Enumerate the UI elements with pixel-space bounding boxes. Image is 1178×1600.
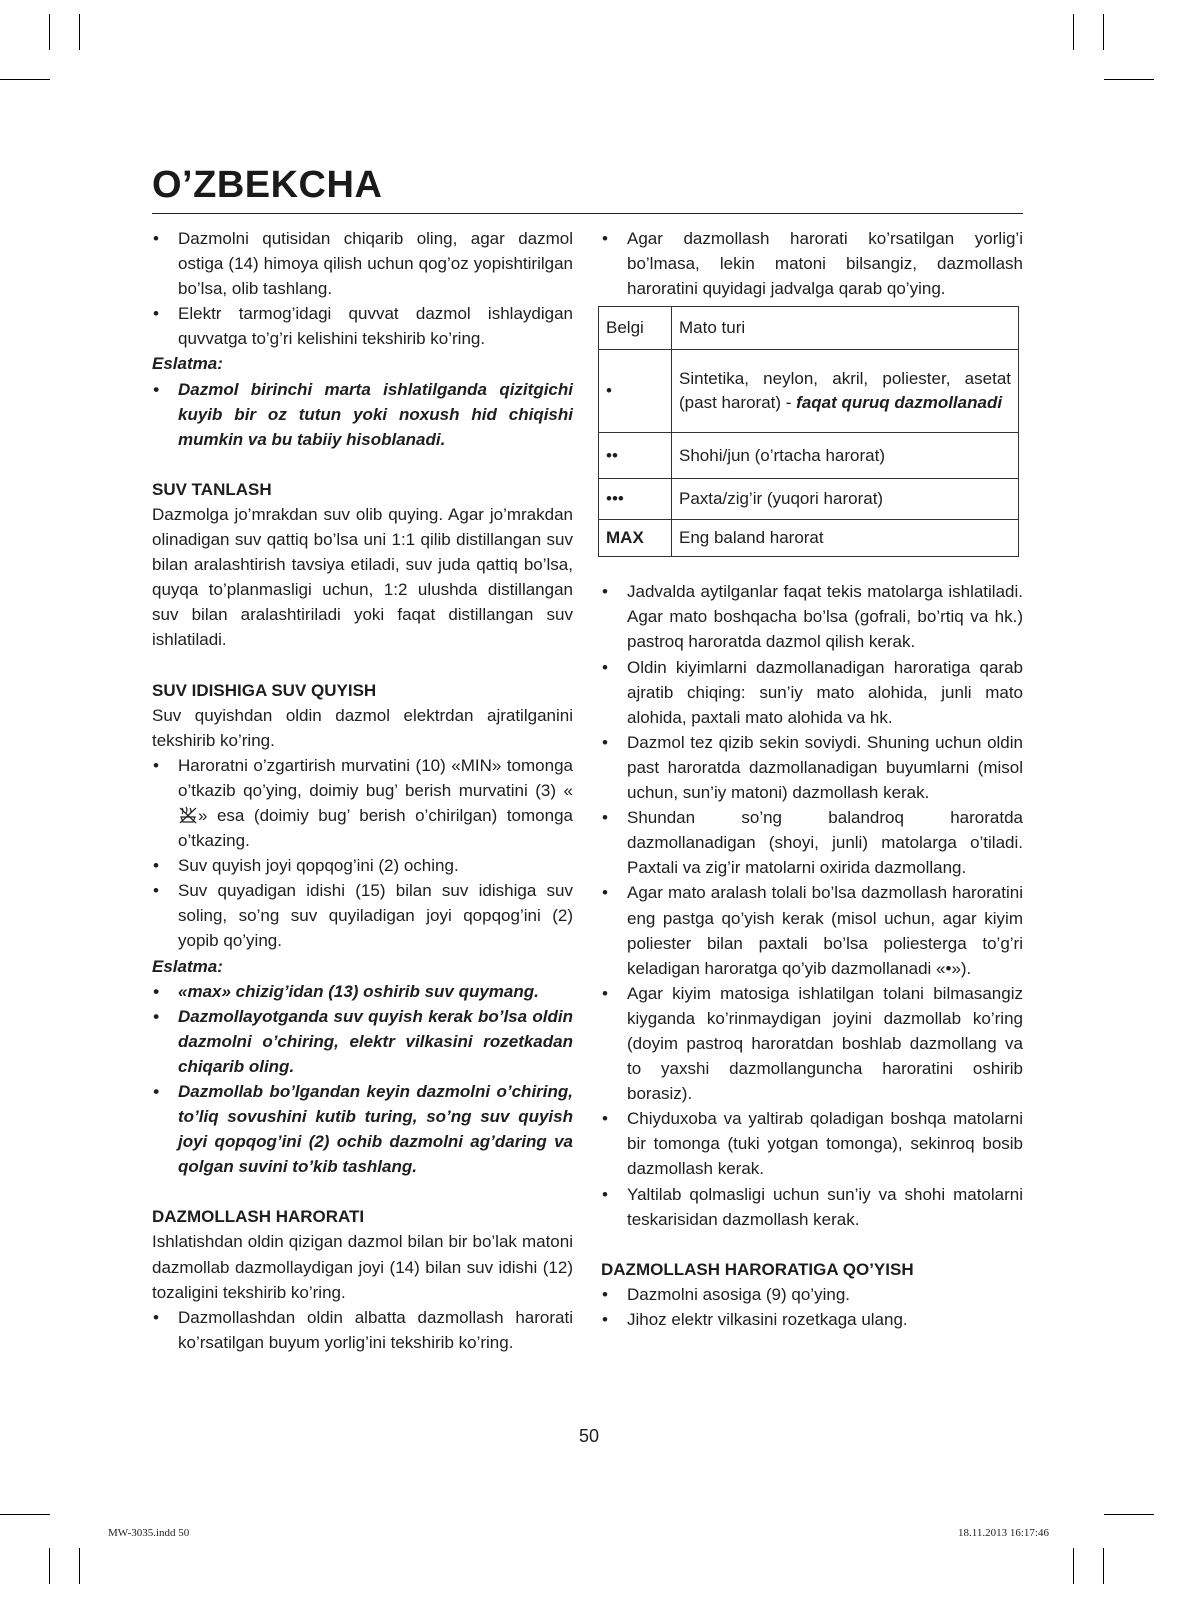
list-item: • Jadvalda aytilganlar faqat tekis matolarga ishlatiladi. Agar mato boshqacha bo’lsa (gofrali, bo’rtiq va hk.) pastroq haroratda dazmol qilish kerak. — [601, 579, 1023, 654]
section-heading: SUV TANLASH — [152, 479, 272, 499]
left-column — [152, 226, 573, 1355]
description-cell — [672, 350, 1019, 433]
symbol-cell: MAX — [599, 520, 672, 557]
note-list — [152, 377, 573, 452]
list-item: • Chiyduxoba va yaltirab qoladigan boshqa matolarni bir tomonga (tuki yotgan tomonga), sekinroq bosib dazmollash kerak. — [601, 1106, 1023, 1181]
list-item: • Dazmol birinchi marta ishlatilganda qizitgichi kuyib bir oz tutun yoki noxush hid chiqishi mumkin va bu tabiiy hisoblanadi. — [152, 377, 573, 452]
description-cell: Eng baland harorat — [672, 520, 1019, 557]
section-heading: DAZMOLLASH HARORATIGA QO’YISH — [601, 1259, 914, 1279]
temperature-list — [152, 1305, 573, 1355]
table-row — [599, 433, 1019, 479]
note-label: Eslatma: — [152, 956, 223, 976]
steam-off-icon — [178, 806, 198, 824]
crop-mark — [0, 1514, 50, 1515]
list-item: • Yaltilab qolmasligi uchun sun’iy va shohi matolarni teskarisidan dazmollash kerak. — [601, 1182, 1023, 1232]
page-title: O’ZBEKCHA — [152, 164, 383, 206]
note-label: Eslatma: — [152, 354, 223, 374]
crop-mark — [79, 14, 80, 50]
symbol-cell: •• — [599, 433, 672, 479]
list-item: • Dazmollashdan oldin albatta dazmollash harorati ko’rsatilgan buyum yorlig’ini tekshirib ko’ring. — [152, 1305, 573, 1355]
section-heading: SUV IDISHIGA SUV QUYISH — [152, 680, 377, 700]
footer-date: 18.11.2013 16:17:46 — [958, 1527, 1049, 1539]
symbol-cell: • — [599, 350, 672, 433]
section-heading: DAZMOLLASH HARORATI — [152, 1207, 365, 1227]
crop-mark — [1073, 14, 1074, 50]
title-rule — [152, 213, 1023, 214]
list-item: • Shundan so’ng balandroq haroratda dazmollanadigan (shoyi, junli) matolarga o’tiladi. Paxtali va zig’ir matolarni oxirida dazmollang. — [601, 805, 1023, 880]
setup-list — [601, 1282, 1023, 1332]
list-item — [152, 753, 573, 853]
list-item: • Elektr tarmog’idagi quvvat dazmol ishlaydigan quvvatga to’g’ri kelishini tekshirib ko’ring. — [152, 301, 573, 351]
fabric-temperature-table — [598, 306, 1019, 557]
list-item: • Oldin kiyimlarni dazmollanadigan haroratiga qarab ajratib chiqing: sun’iy mato alohida, junli mato alohida, paxtali mato alohida va hk. — [601, 655, 1023, 730]
symbol-cell: ••• — [599, 479, 672, 520]
list-item: • Suv quyish joyi qopqog’ini (2) oching. — [152, 853, 573, 878]
crop-mark — [1104, 79, 1154, 80]
section-text: Ishlatishdan oldin qizigan dazmol bilan bir bo’lak matoni dazmollab dazmollaydigan joyi (14) bilan suv idishi (12) tozaligini tekshirib ko’ring. — [152, 1232, 573, 1302]
table-header-cell: Mato turi — [672, 307, 1019, 350]
crop-mark — [79, 1548, 80, 1584]
crop-mark — [1104, 1514, 1154, 1515]
list-item: • Dazmollayotganda suv quyish kerak bo’lsa oldin dazmolni o’chiring, elektr vilkasini rozetkadan chiqarib oling. — [152, 1004, 573, 1079]
list-item-text: » esa (doimiy bug’ berish o’chirilgan) tomonga o’tkazing. — [178, 805, 573, 851]
footer-file: MW-3035.indd 50 — [108, 1527, 190, 1539]
table-row — [599, 350, 1019, 433]
crop-mark — [49, 14, 50, 50]
table-header-row — [599, 307, 1019, 350]
list-item: • Agar mato aralash tolali bo’lsa dazmollash haroratini eng pastga qo’yish kerak (misol uchun, agar kiyim poliester bilan paxtali bo’lsa poliesterga to’g’ri keladigan haroratga qo’yib dazmollanadi «•»). — [601, 880, 1023, 980]
description-emphasis: faqat quruq dazmollanadi — [796, 393, 1003, 413]
list-item: • Dazmolni asosiga (9) qo’ying. — [601, 1282, 1023, 1307]
crop-mark — [49, 1548, 50, 1584]
list-item: • Dazmolni qutisidan chiqarib oling, agar dazmol ostiga (14) himoya qilish uchun qog’oz yopishtirilgan bo’lsa, olib tashlang. — [152, 226, 573, 301]
list-item: • Suv quyadigan idishi (15) bilan suv idishiga suv soling, so’ng suv quyiladigan joyi qopqog’ini (2) yopib qo’ying. — [152, 878, 573, 953]
crop-mark — [1073, 1548, 1074, 1584]
list-item: • Jihoz elektr vilkasini rozetkaga ulang. — [601, 1307, 1023, 1332]
table-row — [599, 479, 1019, 520]
description-cell: Shohi/jun (o’rtacha harorat) — [672, 433, 1019, 479]
list-item-text: Haroratni o’zgartirish murvatini (10) «MIN» tomonga o’tkazib qo’ying, doimiy bug’ berish murvatini (3) « — [178, 755, 573, 800]
list-item: • Agar kiyim matosiga ishlatilgan tolani bilmasangiz kiyganda ko’rinmaydigan joyini dazmollab ko’ring (doyim pastroq haroratdan boshlab dazmollang va to yaxshi dazmollanguncha haroratini oshirib borasiz). — [601, 981, 1023, 1106]
water-fill-list — [152, 753, 573, 954]
crop-mark — [0, 79, 50, 80]
section-text: Dazmolga jo’mrakdan suv olib quying. Agar jo’mrakdan olinadigan suv qattiq bo’lsa uni 1:1 qilib distillangan suv bilan aralashtirish tavsiya etiladi, suv juda qattiq bo’lsa, quyqa to’planmasligi uchun, 1:2 ulushda distillangan suv bilan aralashtiriladi yoki faqat distillangan suv ishlatiladi. — [152, 504, 573, 650]
table-row — [599, 520, 1019, 557]
crop-mark — [1103, 14, 1104, 50]
top-list — [601, 226, 1023, 301]
ironing-tips-list — [601, 579, 1023, 1231]
page-number: 50 — [578, 1426, 600, 1446]
list-item: • Dazmol tez qizib sekin soviydi. Shuning uchun oldin past haroratda dazmollanadigan buyumlarni (misol uchun, sun’iy matoni) dazmollash kerak. — [601, 730, 1023, 805]
description-text: Sintetika, neylon, akril, poliester, asetat (past harorat) - — [679, 369, 1011, 413]
section-text: Suv quyishdan oldin dazmol elektrdan ajratilganini tekshirib ko’ring. — [152, 705, 573, 750]
list-item: • «max» chizig’idan (13) oshirib suv quymang. — [152, 979, 573, 1004]
list-item: • Dazmollab bo’lgandan keyin dazmolni o’chiring, to’liq sovushini kutib turing, so’ng suv quyish joyi qopqog’ini (2) ochib dazmolni ag’daring va qolgan suvini to’kib tashlang. — [152, 1079, 573, 1179]
crop-mark — [1103, 1548, 1104, 1584]
intro-list — [152, 226, 573, 351]
note-list — [152, 979, 573, 1180]
list-item: • Agar dazmollash harorati ko’rsatilgan yorlig’i bo’lmasa, lekin matoni bilsangiz, dazmollash haroratini quyidagi jadvalga qarab qo’ying. — [601, 226, 1023, 301]
right-column — [601, 226, 1023, 1332]
description-cell: Paxta/zig’ir (yuqori harorat) — [672, 479, 1019, 520]
table-header-cell: Belgi — [599, 307, 672, 350]
